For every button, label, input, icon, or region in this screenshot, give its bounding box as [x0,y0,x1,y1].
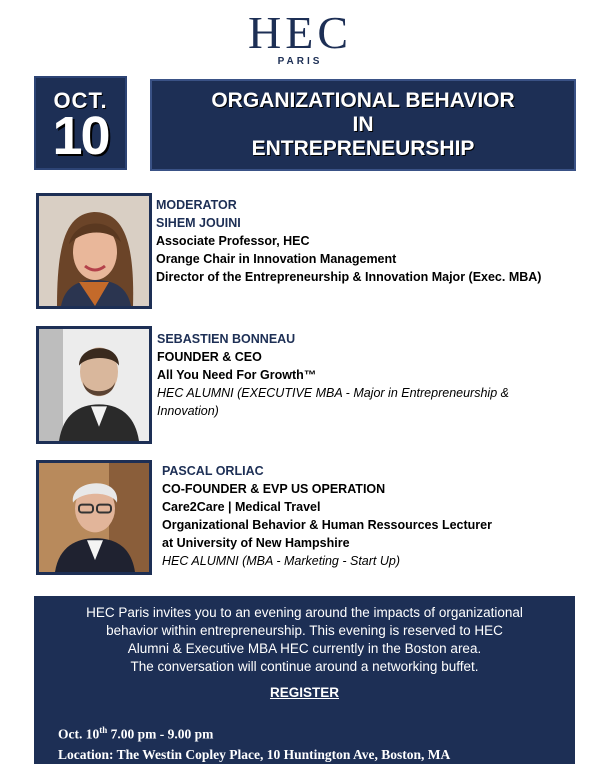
event-datetime [58,720,450,745]
moderator-name: SIHEM JOUINI [156,216,241,230]
moderator-photo [36,193,152,309]
speaker2-company: All You Need For Growth™ [157,368,317,382]
logo-subtitle: PARIS [277,56,323,67]
register-link[interactable]: REGISTER [269,685,339,700]
invitation-panel [34,596,575,764]
speaker2-alumni-line-1: HEC ALUMNI (EXECUTIVE MBA - Major in Entrepreneurship & [157,386,509,400]
speaker3-role-line-1: Organizational Behavior & Human Ressources Lecturer [162,518,492,532]
speaker2-name: SEBASTIEN BONNEAU [157,332,296,346]
hec-logo [0,8,600,67]
event-date: Oct. 10 [58,726,100,742]
title-line-1: ORGANIZATIONAL BEHAVIOR [211,89,515,112]
invite-line-2: behavior within entrepreneurship. This evening is reserved to HEC [106,623,503,638]
moderator-heading: MODERATOR [156,198,237,212]
speaker2-photo [36,326,152,444]
event-date-suffix: th [99,725,108,735]
speaker3-alumni: HEC ALUMNI (MBA - Marketing - Start Up) [162,554,401,568]
invite-line-4: The conversation will continue around a networking buffet. [130,659,479,674]
event-location: Location: The Westin Copley Place, 10 Huntington Ave, Boston, MA [58,746,451,762]
moderator-info [156,196,541,286]
title-line-3: ENTREPRENEURSHIP [251,137,475,160]
event-title-box [150,79,576,171]
speaker2-info [157,330,509,420]
title-line-2: IN [352,113,374,136]
invite-line-3: Alumni & Executive MBA HEC currently in the Boston area. [127,641,482,656]
moderator-line-3: Director of the Entrepreneurship & Innovation Major (Exec. MBA) [156,270,542,284]
speaker2-alumni-line-2: Innovation) [157,404,219,418]
invite-line-1: HEC Paris invites you to an evening around the impacts of organizational [86,605,523,620]
speaker3-title: CO-FOUNDER & EVP US OPERATION [162,482,386,496]
event-time: 7.00 pm - 9.00 pm [107,726,214,742]
moderator-line-2: Orange Chair in Innovation Management [156,252,397,266]
date-month: OCT. [53,88,108,113]
logo-mark: HEC [248,7,352,58]
speaker3-role-line-2: at University of New Hampshire [162,536,350,550]
speaker3-info [162,462,492,570]
date-day: 10 [52,106,109,166]
speaker2-title: FOUNDER & CEO [157,350,262,364]
moderator-line-1: Associate Professor, HEC [156,234,310,248]
event-details [58,720,450,765]
date-box [34,76,127,170]
speaker3-photo [36,460,152,575]
invitation-text [34,604,575,676]
speaker3-company: Care2Care | Medical Travel [162,500,321,514]
speaker3-name: PASCAL ORLIAC [162,464,264,478]
